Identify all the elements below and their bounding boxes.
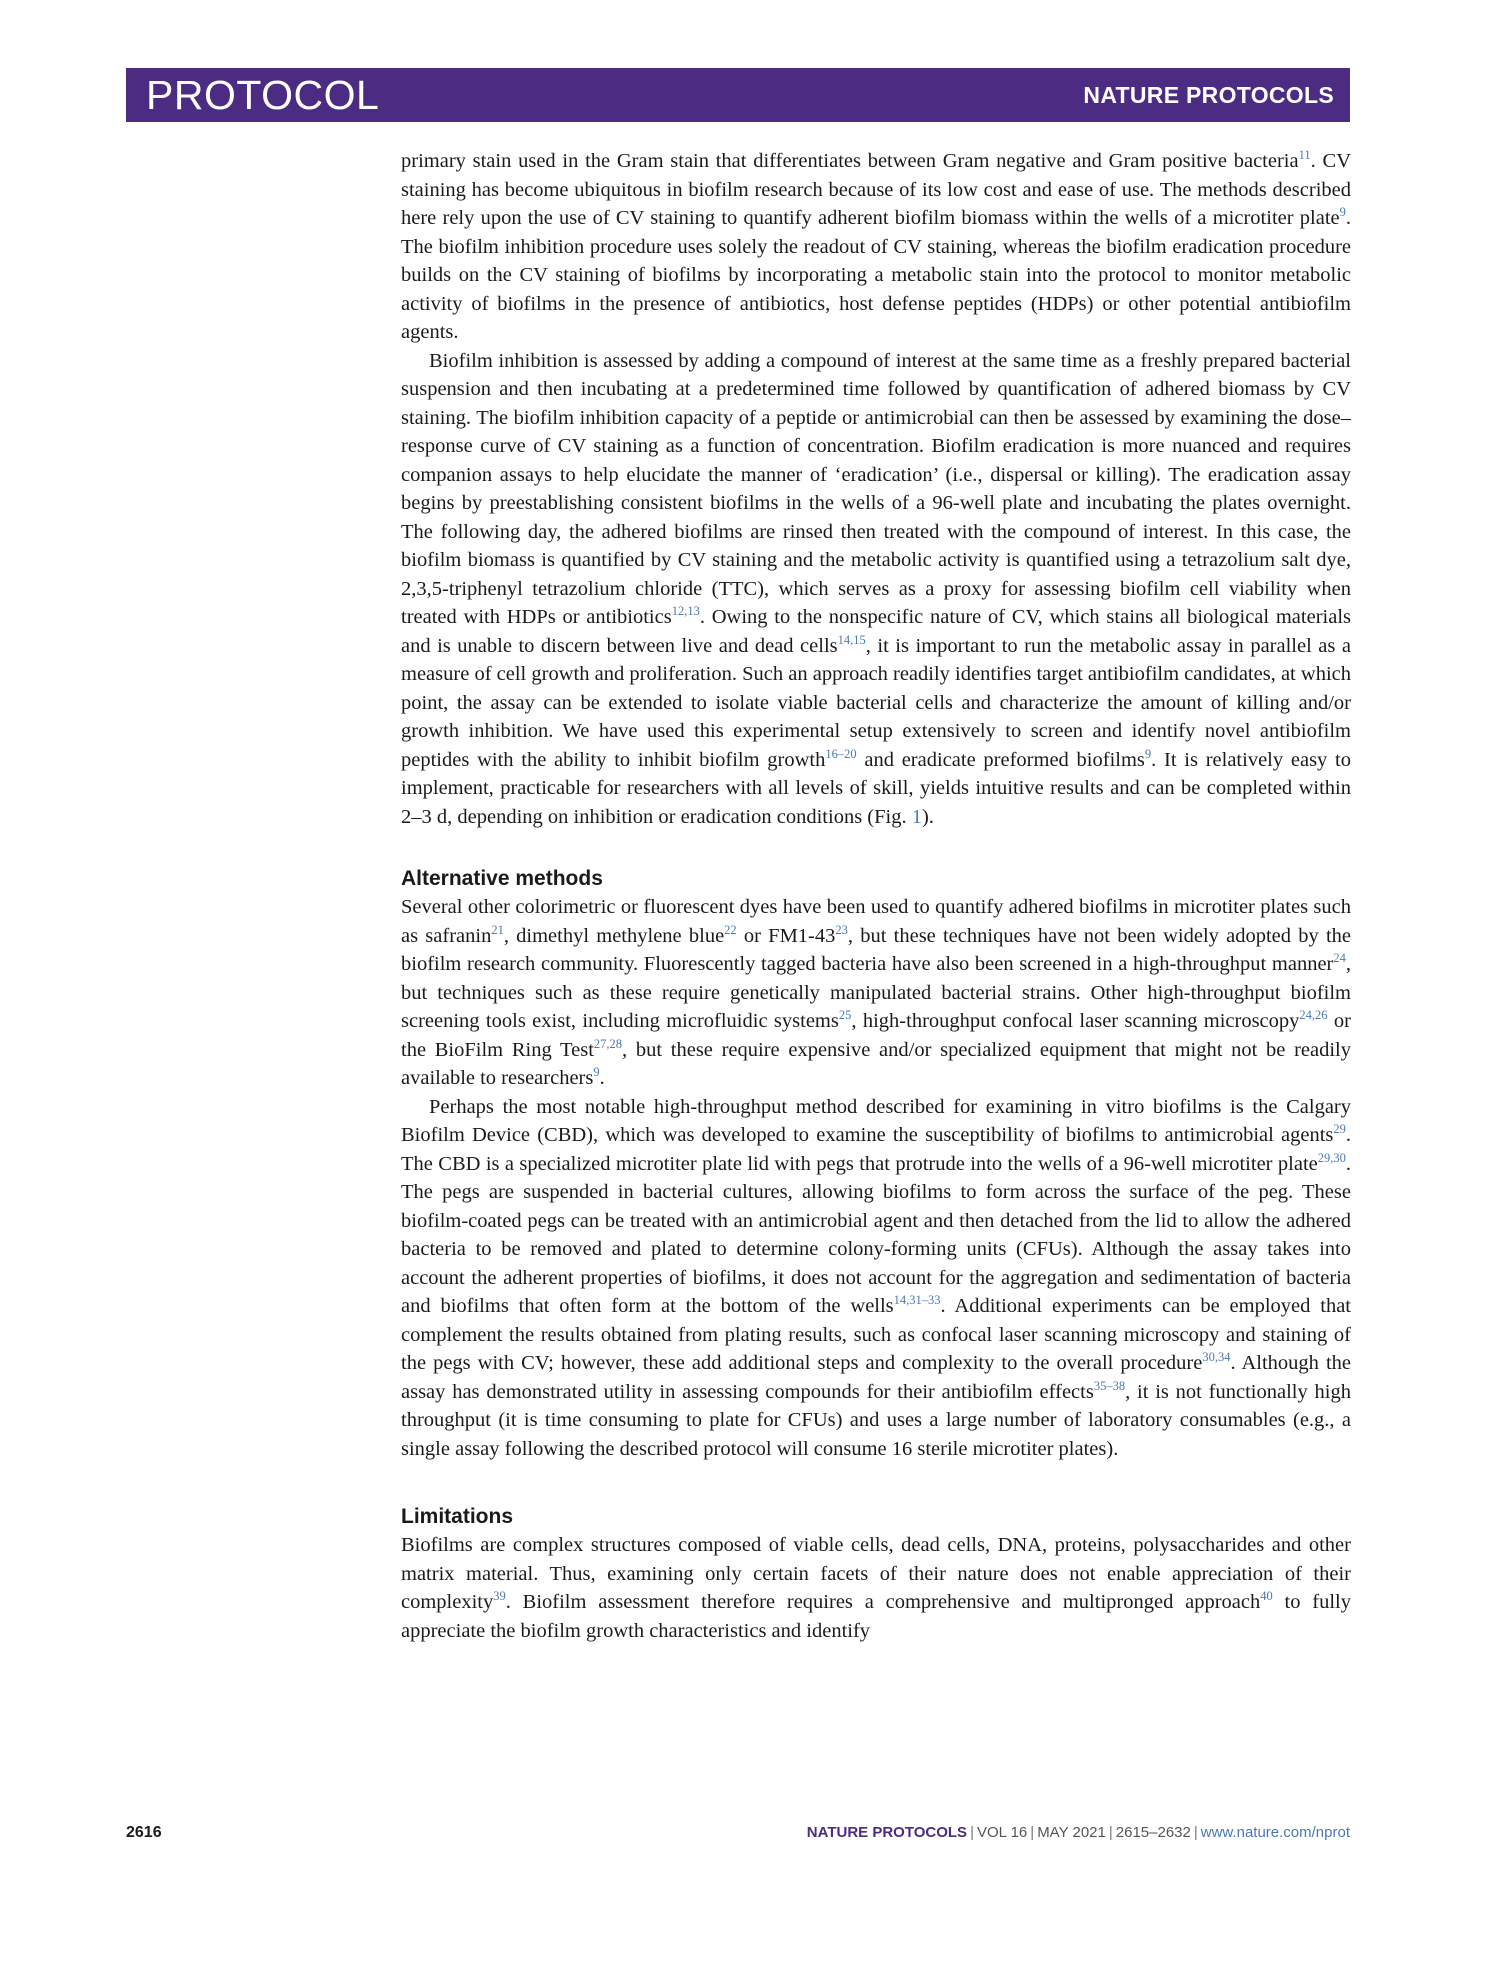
footer-volume: VOL 16 xyxy=(976,1824,1028,1841)
article-body xyxy=(401,147,1351,1645)
citation-link[interactable]: 29 xyxy=(1333,1122,1346,1137)
citation-link[interactable]: 23 xyxy=(835,922,848,937)
citation-link[interactable]: 40 xyxy=(1260,1589,1273,1604)
paragraph: primary stain used in the Gram stain that differentiates between Gram negative and Gram positive bacteria$^{11}$. CV staining has become ubiquitous in biofilm research because of its low cost and ease of use. The methods described here rely upon the use of CV staining to quantify adherent biofilm biomass within the wells of a microtiter plate$^9$. The biofilm inhibition procedure uses solely the readout of CV staining, whereas the biofilm eradication procedure builds on the CV staining of biofilms by incorporating a metabolic stain into the protocol to monitor metabolic activity of biofilms in the presence of antibiotics, host defense peptides (HDPs) or other potential antibiofilm agents. xyxy=(401,148,1351,343)
citation-link[interactable]: 21 xyxy=(491,922,504,937)
paragraph: Biofilms are complex structures composed of viable cells, dead cells, DNA, proteins, polysaccharides and other matrix material. Thus, examining only certain facets of their nature does not enable appreciation of their complexity$^{39}$. Biofilm assessment therefore requires a comprehensive and multipronged approach$^{40}$ to fully appreciate the biofilm growth characteristics and identify xyxy=(401,1534,1351,1642)
citation-link[interactable]: 24 xyxy=(1333,951,1346,966)
journal-name: NATURE PROTOCOLS xyxy=(1083,82,1334,108)
citation-link[interactable]: 25 xyxy=(838,1008,852,1023)
citation-link[interactable]: 35–38 xyxy=(1093,1378,1126,1393)
section-label: PROTOCOL xyxy=(146,72,380,118)
figure-link[interactable]: 1 xyxy=(911,805,922,828)
citation-link[interactable]: 22 xyxy=(724,922,737,937)
footer-journal: NATURE PROTOCOLS xyxy=(806,1824,968,1841)
citation-link[interactable]: 14,15 xyxy=(837,632,866,647)
footer-pages: 2615–2632 xyxy=(1115,1824,1191,1841)
citation-link[interactable]: 27,28 xyxy=(593,1036,623,1051)
citation-link[interactable]: 39 xyxy=(493,1589,506,1604)
paragraph: Several other colorimetric or fluorescent dyes have been used to quantify adhered biofilms in microtiter plates such as safranin$^{21}$, dimethyl methylene blue$^{22}$ or $FM1-43^{23}$, but these techniques have not been widely adopted by the biofilm research community. Fluorescently tagged bacteria have also been screened in a high-throughput manner$^{24}$, but techniques such as these require genetically manipulated bacterial strains. Other high-throughput biofilm screening tools exist, including microfluidic systems$^{25}$, high-throughput confocal laser scanning microscopy$^{24,26}$ or the BioFilm Ring Test$^{27,28}$, but these require expensive and/or specialized equipment that might not be readily available to researchers$^9$. xyxy=(401,896,1352,1089)
citation-link[interactable]: 24,26 xyxy=(1299,1008,1328,1023)
citation-link[interactable]: 11 xyxy=(1298,148,1311,163)
footer-url-link[interactable]: www.nature.com/nprot xyxy=(1200,1824,1350,1841)
footer-citation: NATURE PROTOCOLS | VOL 16 | MAY 2021 | 2615–2632 | www.nature.com/nprot xyxy=(806,1824,1350,1841)
citation-link[interactable]: 14,31–33 xyxy=(893,1293,941,1308)
footer-date: MAY 2021 xyxy=(1037,1824,1106,1841)
section-heading: Alternative methods xyxy=(401,867,603,890)
citation-link[interactable]: 12,13 xyxy=(671,604,700,619)
section-heading: Limitations xyxy=(401,1505,514,1528)
paragraph: Biofilm inhibition is assessed by adding a compound of interest at the same time as a freshly prepared bacterial suspension and then incubating at a predetermined time followed by quantification of adhered biomass by CV staining. The biofilm inhibition capacity of a peptide or antimicrobial can then be assessed by examining the dose–response curve of CV staining as a function of concentration. Biofilm eradication is more nuanced and requires companion assays to help elucidate the manner of ‘eradication’ (i.e., dispersal or killing). The eradication assay begins by preestablishing consistent biofilms in the wells of a 96-well plate and incubating the plates overnight. The following day, the adhered biofilms are rinsed then treated with the compound of interest. In this case, the biofilm biomass is quantified by CV staining and the metabolic activity is quantified using a tetrazolium salt dye, 2,3,5-triphenyl tetrazolium chloride (TTC), which serves as a proxy for assessing biofilm cell viability when treated with HDPs or antibiotics$^{12,13}$. Owing to the nonspecific nature of CV, which stains all biological materials and is unable to discern between live and dead cells$^{14,15}$, it is important to run the metabolic assay in parallel as a measure of cell growth and proliferation. Such an approach readily identifies target antibiofilm candidates, at which point, the assay can be extended to isolate viable bacterial cells and characterize the amount of killing and/or growth inhibition. We have used this experimental setup extensively to screen and identify novel antibiofilm peptides with the ability to inhibit biofilm growth$^{16-20}$ and eradicate preformed biofilms$^9$. It is relatively easy to implement, practicable for researchers with all levels of skill, yields intuitive results and can be completed within 2–3 d, depending on inhibition or eradication conditions (Fig. 1). xyxy=(401,349,1351,828)
paragraph: Perhaps the most notable high-throughput method described for examining in vitro biofilms is the Calgary Biofilm Device (CBD), which was developed to examine the susceptibility of biofilms to antimicrobial agents$^{29}$. The CBD is a specialized microtiter plate lid with pegs that protrude into the wells of a 96-well microtiter plate$^{29,30}$. The pegs are suspended in bacterial cultures, allowing biofilms to form across the surface of the peg. These biofilm-coated pegs can be treated with an antimicrobial agent and then detached from the lid to allow the adhered bacteria to be removed and plated to determine colony-forming units (CFUs). Although the assay takes into account the adherent properties of biofilms, it does not account for the aggregation and sedimentation of bacteria and biofilms that often form at the bottom of the wells$^{14,31-33}$. Additional experiments can be employed that complement the results obtained from plating results, such as confocal laser scanning microscopy and staining of the pegs with CV; however, these add additional steps and complexity to the overall procedure$^{30,34}$. Although the assay has demonstrated utility in assessing compounds for their antibiofilm effects$^{35-38}$, it is not functionally high throughput (it is time consuming to plate for CFUs) and uses a large number of laboratory consumables (e.g., a single assay following the described protocol will consume 16 sterile microtiter plates). xyxy=(401,1095,1351,1460)
citation-link[interactable]: 30,34 xyxy=(1202,1350,1231,1365)
citation-link[interactable]: 16–20 xyxy=(825,746,857,761)
page-number: 2616 xyxy=(126,1824,162,1841)
page-footer xyxy=(126,1824,1350,1850)
citation-link[interactable]: 29,30 xyxy=(1317,1150,1346,1165)
page-header xyxy=(126,68,1350,122)
citation-link[interactable]: 9 xyxy=(593,1065,600,1080)
citation-link[interactable]: 9 xyxy=(1339,205,1346,220)
citation-link[interactable]: 9 xyxy=(1144,746,1152,761)
